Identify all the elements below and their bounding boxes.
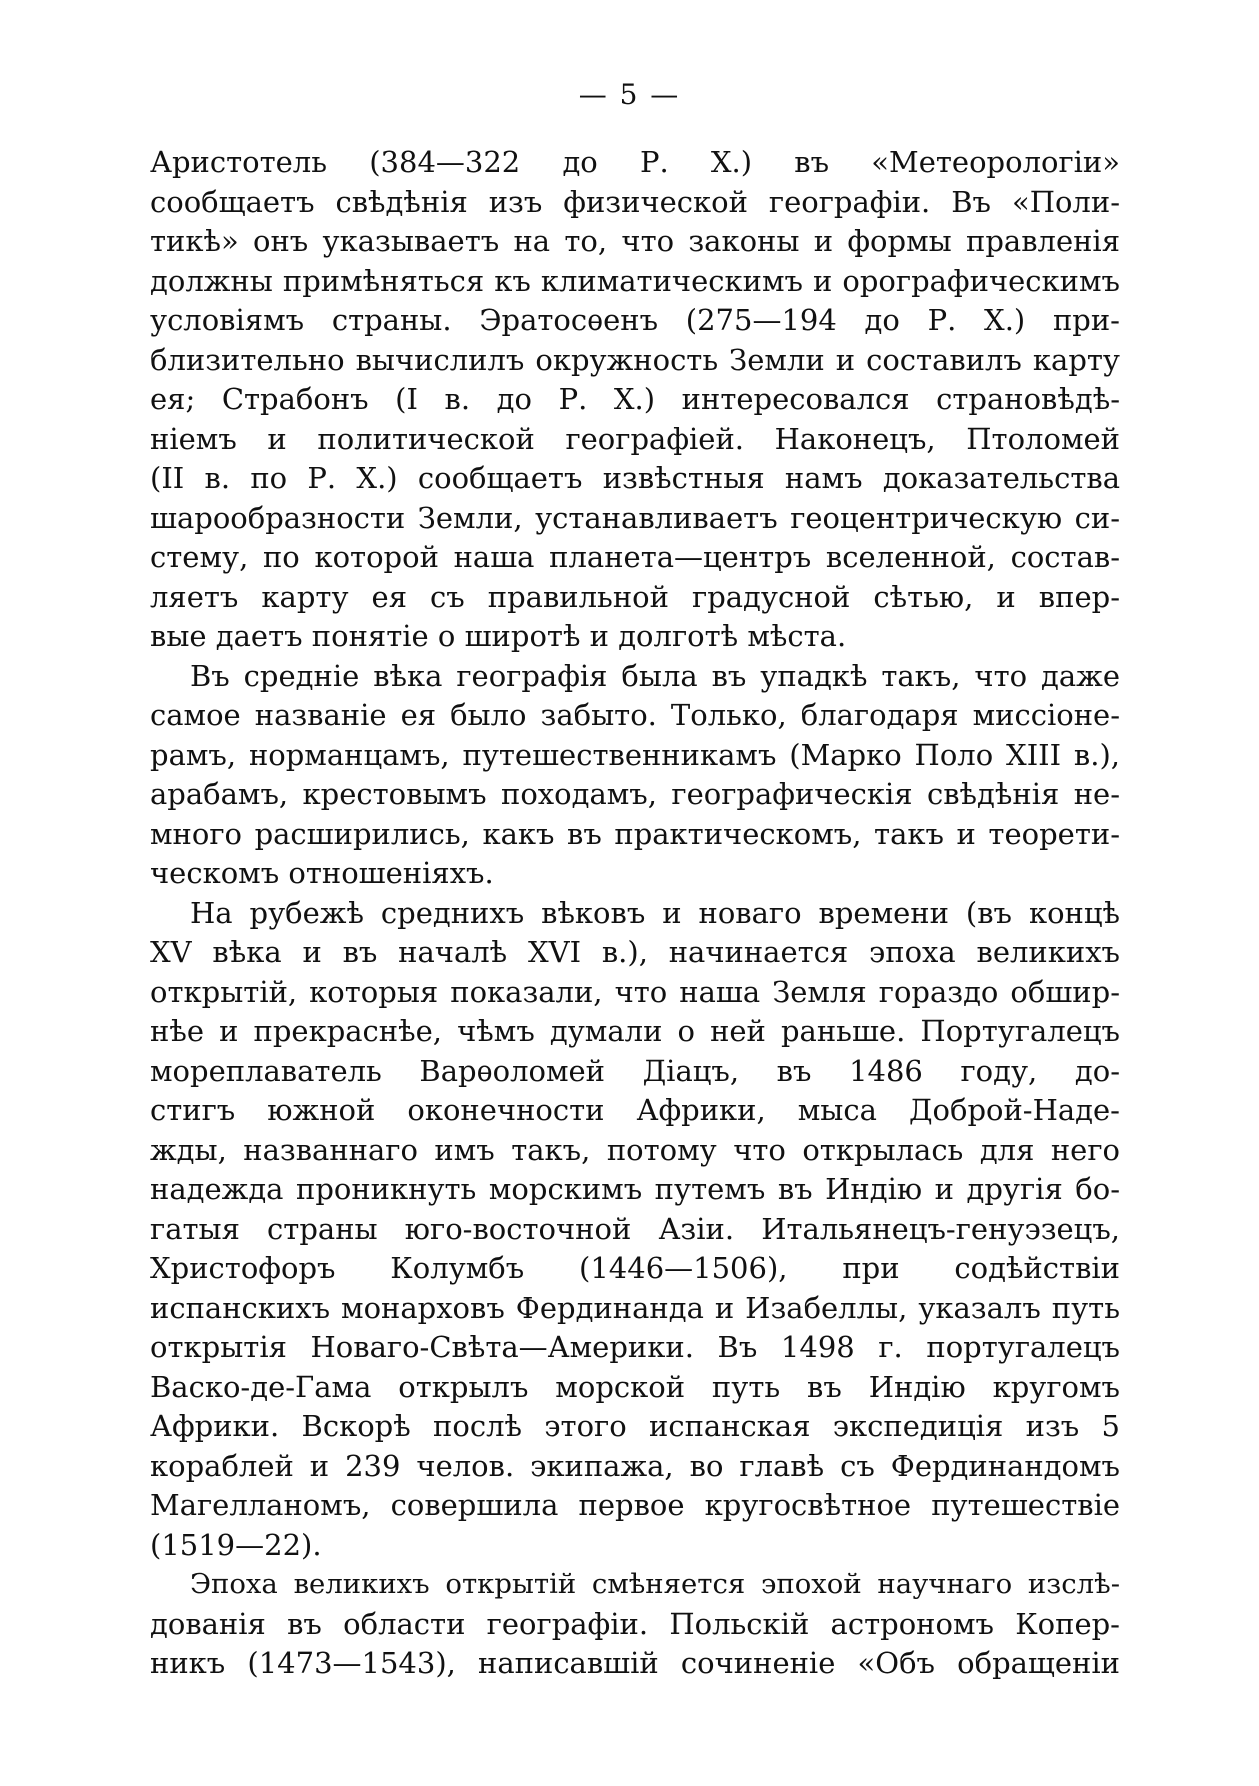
text-line: ческомъ отношеніяхъ. bbox=[150, 856, 494, 890]
text-line: (1519—22). bbox=[150, 1527, 322, 1562]
text-line: Африки. Вскорѣ послѣ этого испанская экспедиція изъ 5 bbox=[150, 1409, 1120, 1443]
text-line: нѣе и прекраснѣе, чѣмъ думали о ней раньше. Португалецъ bbox=[150, 1014, 1120, 1048]
text-line: На рубежѣ среднихъ вѣковъ и новаго времени (въ концѣ bbox=[190, 895, 1120, 930]
text-line: испанскихъ монарховъ Фердинанда и Изабеллы, указалъ путь bbox=[150, 1290, 1120, 1325]
text-line: стему, по которой наша планета—центръ вселенной, состав- bbox=[150, 540, 1120, 574]
text-line: самое названіе ея было забыто. Только, благодаря миссіоне- bbox=[150, 698, 1120, 732]
text-line: много расширились, какъ въ практическомъ, такъ и теорети- bbox=[150, 816, 1120, 851]
text-line: ея; Страбонъ (I в. до Р. X.) интересовался страновѣдѣ- bbox=[150, 382, 1120, 416]
text-line: ніемъ и политической географіей. Наконецъ, Птоломей bbox=[150, 421, 1120, 456]
text-line: Эпоха великихъ открытій смѣняется эпохой научнаго изслѣ- bbox=[190, 1568, 1120, 1600]
text-line: дованія въ области географіи. Польскій астрономъ Копер- bbox=[150, 1606, 1120, 1641]
page-number: — 5 — bbox=[578, 78, 681, 111]
body-text bbox=[150, 143, 1120, 1684]
text-line: шарообразности Земли, устанавливаетъ геоцентрическую си- bbox=[150, 500, 1120, 535]
text-line: кораблей и 239 челов. экипажа, во главѣ съ Фердинандомъ bbox=[150, 1448, 1120, 1483]
text-line: близительно вычислилъ окружность Земли и составилъ карту bbox=[150, 342, 1120, 377]
text-line: стигъ южной оконечности Африки, мыса Доброй-Наде- bbox=[150, 1093, 1120, 1127]
text-line: сообщаетъ свѣдѣнія изъ физической географіи. Въ «Поли- bbox=[150, 184, 1120, 219]
text-line: гатыя страны юго-восточной Азіи. Итальянецъ-генуэзецъ, bbox=[150, 1211, 1120, 1246]
text-line: арабамъ, крестовымъ походамъ, географическія свѣдѣнія не- bbox=[150, 777, 1120, 811]
text-line: открытій, которыя показали, что наша Земля гораздо обшир- bbox=[150, 974, 1120, 1009]
text-line: Христофоръ Колумбъ (1446—1506), при содѣйствіи bbox=[150, 1251, 1120, 1285]
text-line: открытія Новаго-Свѣта—Америки. Въ 1498 г. португалецъ bbox=[150, 1330, 1120, 1364]
text-line: Магелланомъ, совершила первое кругосвѣтное путешествіе bbox=[150, 1488, 1120, 1522]
text-line: Въ средніе вѣка географія была въ упадкѣ такъ, что даже bbox=[190, 658, 1120, 693]
text-line: должны примѣняться къ климатическимъ и орографическимъ bbox=[150, 263, 1120, 298]
text-line: Васко-де-Гама открылъ морской путь въ Индію кругомъ bbox=[150, 1369, 1120, 1404]
text-line: вые даетъ понятіе о широтѣ и долготѣ мѣста. bbox=[150, 619, 847, 653]
text-line: тикѣ» онъ указываетъ на то, что законы и формы правленія bbox=[150, 224, 1120, 258]
text-line: ляетъ карту ея съ правильной градусной сѣтью, и впер- bbox=[150, 579, 1120, 614]
text-line: Аристотель (384—322 до Р. X.) въ «Метеорологіи» bbox=[150, 145, 1120, 179]
text-line: жды, названнаго имъ такъ, потому что открылась для него bbox=[150, 1132, 1120, 1167]
text-line: никъ (1473—1543), написавшій сочиненіе «Объ обращеніи bbox=[150, 1646, 1120, 1680]
text-line: XV вѣка и въ началѣ XVI в.), начинается эпоха великихъ bbox=[150, 935, 1120, 969]
text-line: рамъ, норманцамъ, путешественникамъ (Марко Поло XIII в.), bbox=[150, 737, 1120, 772]
paragraph bbox=[150, 143, 1120, 657]
text-line: мореплаватель Варѳоломей Діацъ, въ 1486 году, до- bbox=[150, 1053, 1120, 1088]
text-line: условіямъ страны. Эратосѳенъ (275—194 до Р. X.) при- bbox=[150, 303, 1120, 337]
paragraph bbox=[150, 1565, 1120, 1684]
paragraph bbox=[150, 894, 1120, 1566]
text-line: (II в. по Р. X.) сообщаетъ извѣстныя намъ доказательства bbox=[150, 461, 1120, 495]
text-line: надежда проникнуть морскимъ путемъ въ Индію и другія бо- bbox=[150, 1172, 1120, 1206]
paragraph bbox=[150, 657, 1120, 894]
